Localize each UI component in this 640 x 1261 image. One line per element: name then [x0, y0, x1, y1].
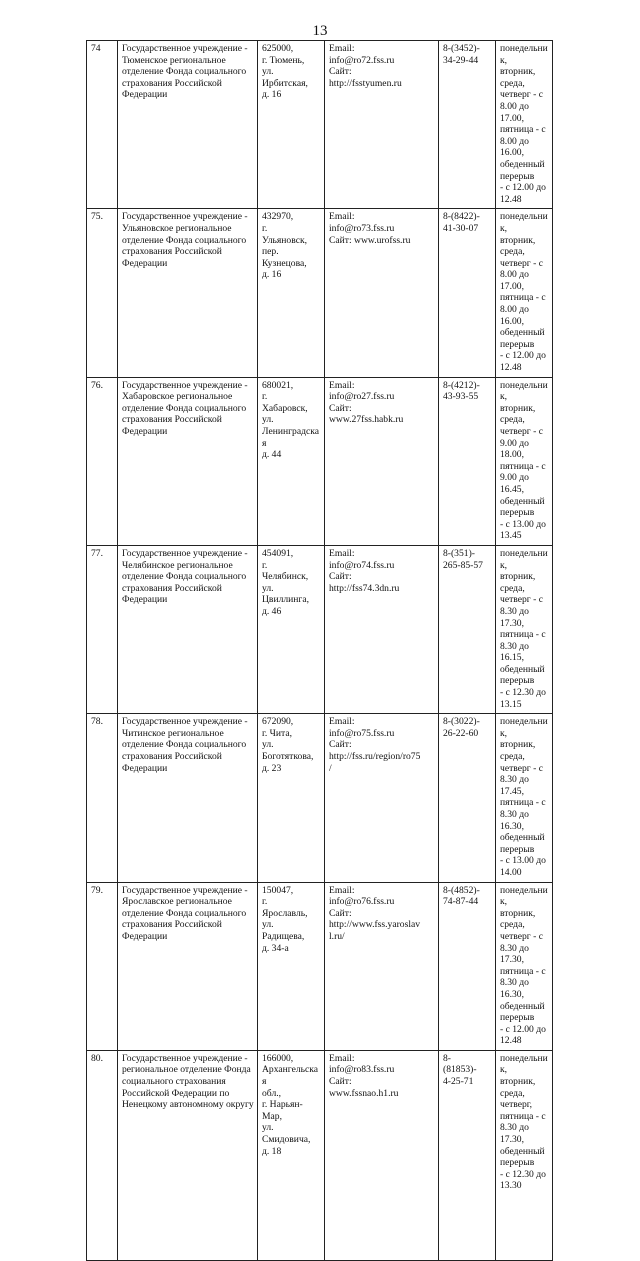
contacts-cell: Email: info@ro74.fss.ru Сайт: http://fss74.3dn.ru: [325, 545, 439, 713]
organization-cell: Государственное учреждение - региональное отделение Фонда социального страхования Российской Федерации по Ненецкому автономному округу: [118, 1050, 258, 1260]
table-row: [87, 882, 553, 1050]
contacts-cell: Email: info@ro76.fss.ru Сайт: http://www.fss.yaroslav l.ru/: [325, 882, 439, 1050]
address-cell: 672090, г. Чита, ул. Боготяткова, д. 23: [258, 714, 325, 882]
contacts-cell: Email: info@ro27.fss.ru Сайт: www.27fss.habk.ru: [325, 377, 439, 545]
organization-cell: Государственное учреждение - Ульяновское региональное отделение Фонда социального страхования Российской Федерации: [118, 209, 258, 377]
working-hours-cell: понедельник, вторник, среда, четверг - с 8.30 до 17.30, пятница - с 8.30 до 16.15, обеденный перерыв - с 12.30 до 13.15: [496, 545, 553, 713]
contacts-cell: Email: info@ro72.fss.ru Сайт: http://fsstyumen.ru: [325, 41, 439, 209]
working-hours-cell: понедельник, вторник, среда, четверг - с 9.00 до 18.00, пятница - с 9.00 до 16.45, обеденный перерыв - с 13.00 до 13.45: [496, 377, 553, 545]
address-cell: 150047, г. Ярославль, ул. Радищева, д. 34-а: [258, 882, 325, 1050]
phone-cell: 8-(3022)- 26-22-60: [439, 714, 496, 882]
table-row: [87, 714, 553, 882]
address-cell: 454091, г. Челябинск, ул. Цвиллинга, д. 46: [258, 545, 325, 713]
address-cell: 166000, Архангельская обл., г. Нарьян- Мар, ул. Смидовича, д. 18: [258, 1050, 325, 1260]
row-number-cell: 79.: [87, 882, 118, 1050]
working-hours-cell: понедельник, вторник, среда, четверг - с 8.00 до 17.00, пятница - с 8.00 до 16.00, обеденный перерыв - с 12.00 до 12.48: [496, 209, 553, 377]
address-cell: 432970, г. Ульяновск, пер. Кузнецова, д. 16: [258, 209, 325, 377]
phone-cell: 8-(351)- 265-85-57: [439, 545, 496, 713]
working-hours-cell: понедельник, вторник, среда, четверг - с 8.00 до 17.00, пятница - с 8.00 до 16.00, обеденный перерыв - с 12.00 до 12.48: [496, 41, 553, 209]
working-hours-cell: понедельник, вторник, среда, четверг, пятница - с 8.30 до 17.30, обеденный перерыв - с 12.30 до 13.30: [496, 1050, 553, 1260]
row-number-cell: 77.: [87, 545, 118, 713]
organization-cell: Государственное учреждение - Ярославское региональное отделение Фонда социального страхования Российской Федерации: [118, 882, 258, 1050]
organization-cell: Государственное учреждение - Хабаровское региональное отделение Фонда социального страхования Российской Федерации: [118, 377, 258, 545]
address-cell: 680021, г. Хабаровск, ул. Ленинградская д. 44: [258, 377, 325, 545]
phone-cell: 8-(3452)- 34-29-44: [439, 41, 496, 209]
organization-cell: Государственное учреждение - Читинское региональное отделение Фонда социального страхования Российской Федерации: [118, 714, 258, 882]
branch-offices-table: [86, 40, 553, 1261]
phone-cell: 8-(8422)- 41-30-07: [439, 209, 496, 377]
working-hours-cell: понедельник, вторник, среда, четверг - с 8.30 до 17.30, пятница - с 8.30 до 16.30, обеденный перерыв - с 12.00 до 12.48: [496, 882, 553, 1050]
table-row: [87, 1050, 553, 1260]
row-number-cell: 76.: [87, 377, 118, 545]
organization-cell: Государственное учреждение - Тюменское региональное отделение Фонда социального страхования Российской Федерации: [118, 41, 258, 209]
working-hours-cell: понедельник, вторник, среда, четверг - с 8.30 до 17.45, пятница - с 8.30 до 16.30, обеденный перерыв - с 13.00 до 14.00: [496, 714, 553, 882]
contacts-cell: Email: info@ro83.fss.ru Сайт: www.fssnao.h1.ru: [325, 1050, 439, 1260]
table-row: [87, 377, 553, 545]
organization-cell: Государственное учреждение - Челябинское региональное отделение Фонда социального страхования Российской Федерации: [118, 545, 258, 713]
phone-cell: 8-(4852)- 74-87-44: [439, 882, 496, 1050]
table-row: [87, 209, 553, 377]
table-row: [87, 41, 553, 209]
contacts-cell: Email: info@ro75.fss.ru Сайт: http://fss.ru/region/ro75 /: [325, 714, 439, 882]
contacts-cell: Email: info@ro73.fss.ru Сайт: www.urofss.ru: [325, 209, 439, 377]
row-number-cell: 75.: [87, 209, 118, 377]
row-number-cell: 78.: [87, 714, 118, 882]
address-cell: 625000, г. Тюмень, ул. Ирбитская, д. 16: [258, 41, 325, 209]
row-number-cell: 74: [87, 41, 118, 209]
page-number: 13: [312, 23, 328, 39]
row-number-cell: 80.: [87, 1050, 118, 1260]
table-row: [87, 545, 553, 713]
phone-cell: 8- (81853)- 4-25-71: [439, 1050, 496, 1260]
phone-cell: 8-(4212)- 43-93-55: [439, 377, 496, 545]
